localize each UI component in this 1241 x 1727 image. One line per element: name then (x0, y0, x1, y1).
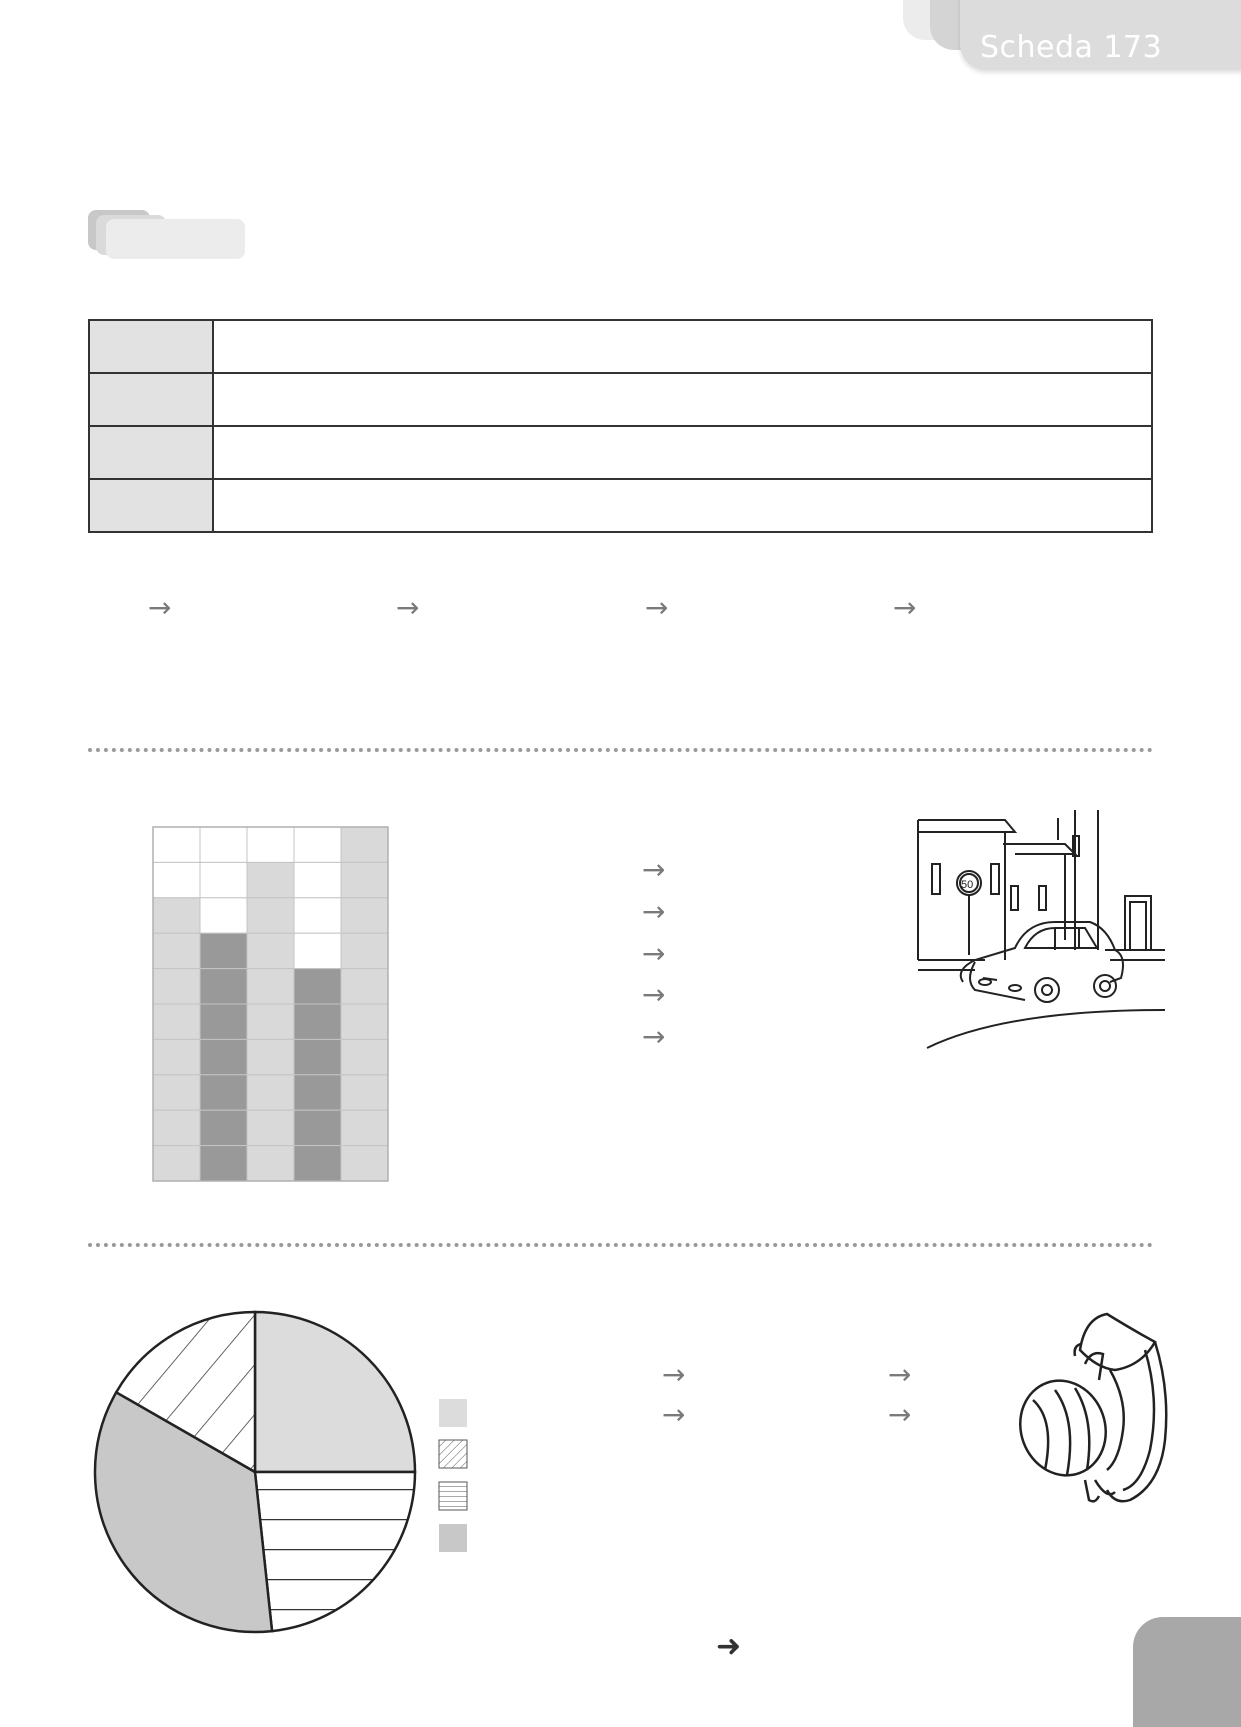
arrow-icon: → (888, 1358, 912, 1391)
bar-cell-filled (200, 933, 247, 968)
bar-cell-filled (341, 1146, 388, 1181)
bar-cell-filled (341, 1039, 388, 1074)
backpack-illustration (1015, 1310, 1175, 1510)
bar-cell-filled (341, 1110, 388, 1145)
bar-cell-filled (341, 862, 388, 897)
bar-cell-filled (200, 1039, 247, 1074)
bar-cell-empty (200, 898, 247, 933)
bar-cell-filled (247, 969, 294, 1004)
bar-cell-filled (247, 933, 294, 968)
bar-cell-filled (341, 933, 388, 968)
bar-cell-filled (200, 1075, 247, 1110)
svg-text:50: 50 (961, 879, 974, 891)
bar-cell-filled (153, 1146, 200, 1181)
arrow-icon: → (148, 591, 172, 624)
arrow-icon: → (662, 1398, 686, 1431)
bar-cell-empty (200, 862, 247, 897)
arrow-icon: → (893, 591, 917, 624)
arrow-icon: → (645, 591, 669, 624)
arrow-icon: → (642, 978, 666, 1011)
pie-slice-light-solid (255, 1312, 415, 1472)
bar-cell-filled (247, 1075, 294, 1110)
bar-cell-filled (153, 1110, 200, 1145)
bar-cell-empty (294, 933, 341, 968)
bar-cell-filled (200, 1110, 247, 1145)
bar-cell-empty (200, 827, 247, 862)
bar-cell-empty (153, 862, 200, 897)
table-answer-cell[interactable] (213, 373, 1152, 426)
dotted-divider (88, 748, 1153, 752)
section-label (106, 219, 245, 259)
page-title: Scheda 173 (980, 30, 1163, 65)
table-head-cell (89, 373, 213, 426)
arrow-icon: → (642, 895, 666, 928)
bar-cell-filled (200, 1146, 247, 1181)
dotted-divider (88, 1243, 1153, 1247)
bar-cell-filled (341, 1004, 388, 1039)
bar-cell-filled (200, 969, 247, 1004)
table-answer-cell[interactable] (213, 426, 1152, 479)
bar-cell-filled (294, 1146, 341, 1181)
pie-chart (92, 1309, 418, 1635)
bar-cell-filled (294, 969, 341, 1004)
bar-cell-filled (341, 969, 388, 1004)
bar-cell-filled (153, 898, 200, 933)
bar-cell-empty (294, 898, 341, 933)
legend-swatch-striped (438, 1481, 468, 1511)
bar-cell-filled (153, 1004, 200, 1039)
bar-cell-filled (341, 1075, 388, 1110)
table-head-cell (89, 426, 213, 479)
bar-cell-filled (153, 933, 200, 968)
bar-cell-filled (294, 1004, 341, 1039)
pie-slice-horizontal-lines (255, 1472, 415, 1631)
bar-cell-filled (247, 1146, 294, 1181)
legend-swatch-medium (438, 1523, 468, 1553)
bar-cell-filled (153, 1075, 200, 1110)
arrow-icon: → (888, 1398, 912, 1431)
bar-cell-empty (294, 862, 341, 897)
bar-cell-filled (341, 827, 388, 862)
table-row (89, 479, 1152, 532)
table-head-cell (89, 479, 213, 532)
bar-cell-filled (247, 862, 294, 897)
bar-cell-filled (294, 1075, 341, 1110)
car-street-illustration (915, 810, 1165, 1055)
table-row (89, 373, 1152, 426)
table-answer-cell[interactable] (213, 479, 1152, 532)
table-answer-cell[interactable] (213, 320, 1152, 373)
arrow-icon: → (642, 937, 666, 970)
arrow-icon: → (396, 591, 420, 624)
legend-swatch-hatched (438, 1439, 468, 1469)
legend-swatch-light (438, 1398, 468, 1428)
table-row (89, 426, 1152, 479)
arrow-icon: → (662, 1358, 686, 1391)
table-head-cell (89, 320, 213, 373)
bar-grid-chart (152, 826, 390, 1182)
next-arrow-icon[interactable]: ➜ (716, 1629, 742, 1664)
bar-cell-filled (247, 1039, 294, 1074)
bar-cell-filled (294, 1039, 341, 1074)
bar-cell-filled (247, 1110, 294, 1145)
bar-cell-empty (294, 827, 341, 862)
bar-cell-filled (294, 1110, 341, 1145)
page-corner-tab (1133, 1617, 1241, 1727)
exercise-table (88, 319, 1153, 533)
bar-cell-filled (153, 1039, 200, 1074)
bar-cell-filled (247, 1004, 294, 1039)
bar-cell-empty (153, 827, 200, 862)
bar-cell-filled (200, 1004, 247, 1039)
arrow-icon: → (642, 853, 666, 886)
table-row (89, 320, 1152, 373)
bar-cell-filled (247, 898, 294, 933)
bar-cell-filled (153, 969, 200, 1004)
arrow-icon: → (642, 1020, 666, 1053)
bar-cell-empty (247, 827, 294, 862)
bar-cell-filled (341, 898, 388, 933)
